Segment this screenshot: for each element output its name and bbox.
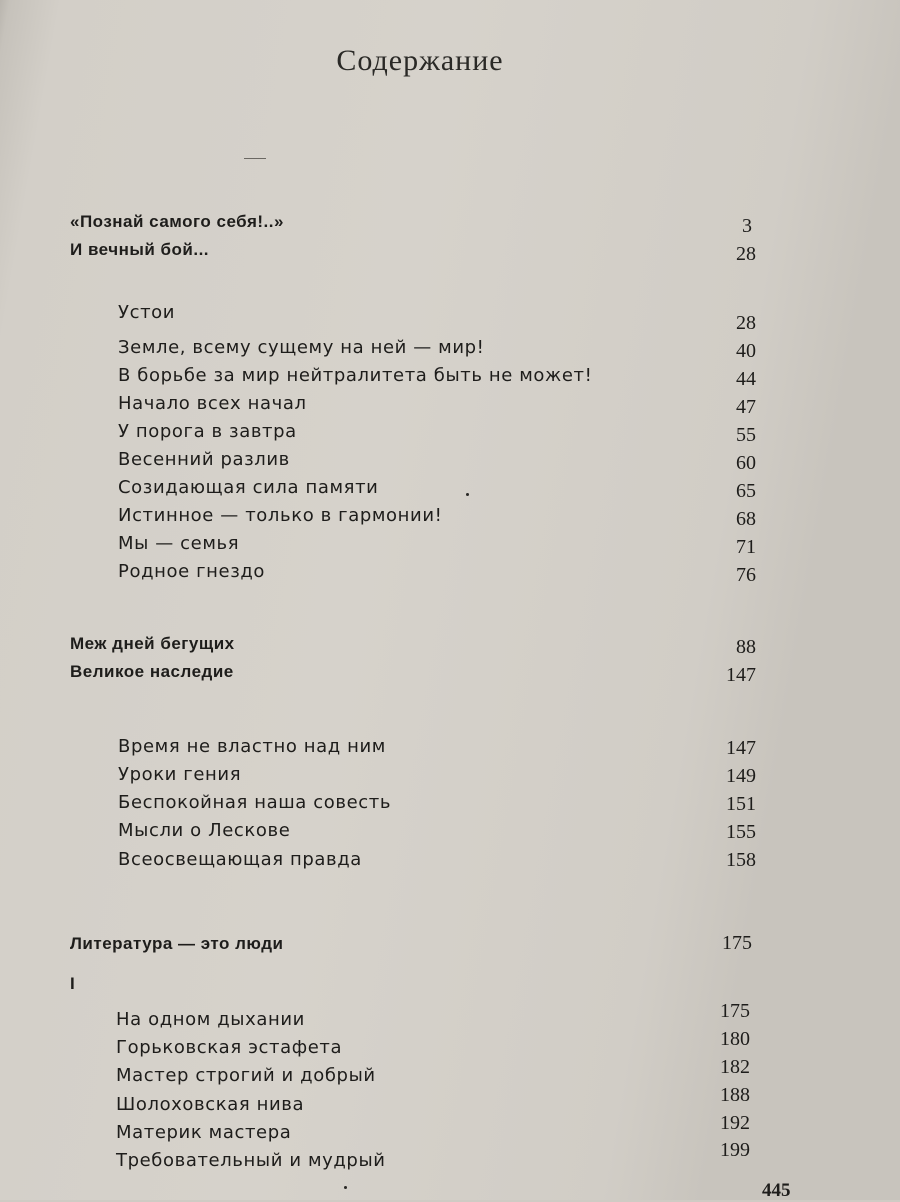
toc-page-25: 192 <box>720 1112 750 1134</box>
toc-entry-21: На одном дыхании <box>116 1009 305 1030</box>
toc-entry-26: Требовательный и мудрый <box>116 1150 386 1171</box>
toc-entry-25: Материк мастера <box>116 1122 292 1143</box>
toc-entry-12: Меж дней бегущих <box>70 634 235 653</box>
toc-page-15: 149 <box>726 765 756 787</box>
page-title: Содержание <box>336 44 504 77</box>
page-number: 445 <box>762 1180 791 1201</box>
toc-entry-24: Шолоховская нива <box>116 1094 305 1115</box>
divider-mark <box>244 158 266 159</box>
toc-entry-11: Родное гнездо <box>118 561 266 582</box>
toc-entry-22: Горьковская эстафета <box>116 1037 343 1058</box>
toc-page-2: 28 <box>736 312 756 334</box>
toc-page-23: 182 <box>720 1056 750 1078</box>
toc-entry-19: Литература — это люди <box>70 934 284 953</box>
toc-page-26: 199 <box>720 1139 750 1161</box>
toc-entry-3: Земле, всему сущему на ней — мир! <box>118 337 485 358</box>
toc-page-24: 188 <box>720 1084 750 1106</box>
toc-entry-4: В борьбе за мир нейтралитета быть не может! <box>118 365 593 386</box>
toc-entry-5: Начало всех начал <box>118 393 307 414</box>
toc-page-0: 3 <box>742 215 752 237</box>
toc-page-9: 68 <box>736 508 756 530</box>
toc-section-numeral: I <box>70 974 76 993</box>
toc-entry-23: Мастер строгий и добрый <box>116 1065 376 1086</box>
toc-page-12: 88 <box>736 636 756 658</box>
toc-entry-14: Время не властно над ним <box>118 736 386 757</box>
toc-page-10: 71 <box>736 536 756 558</box>
toc-entry-1: И вечный бой... <box>70 240 210 259</box>
toc-page-18: 158 <box>726 849 756 871</box>
toc-entry-17: Мысли о Лескове <box>118 820 291 841</box>
toc-entry-7: Весенний разлив <box>118 449 290 470</box>
ink-speck <box>344 1186 347 1189</box>
toc-entry-9: Истинное — только в гармонии! <box>118 505 443 526</box>
toc-page-19: 175 <box>722 932 752 954</box>
toc-entry-6: У порога в завтра <box>118 421 297 442</box>
toc-page-4: 44 <box>736 368 756 390</box>
toc-page-16: 151 <box>726 793 756 815</box>
toc-page-11: 76 <box>736 564 756 586</box>
toc-page-3: 40 <box>736 340 756 362</box>
toc-page-8: 65 <box>736 480 756 502</box>
toc-page-14: 147 <box>726 737 756 759</box>
toc-entry-16: Беспокойная наша совесть <box>118 792 392 813</box>
toc-page-21: 175 <box>720 1000 750 1022</box>
toc-page-22: 180 <box>720 1028 750 1050</box>
toc-page-1: 28 <box>736 243 756 265</box>
toc-page-6: 55 <box>736 424 756 446</box>
toc-entry-10: Мы — семья <box>118 533 240 554</box>
ink-speck <box>466 493 469 496</box>
toc-entry-0: «Познай самого себя!..» <box>70 212 284 231</box>
toc-page-5: 47 <box>736 396 756 418</box>
toc-page-17: 155 <box>726 821 756 843</box>
toc-entry-13: Великое наследие <box>70 662 234 681</box>
toc-page-13: 147 <box>726 664 756 686</box>
toc-entry-15: Уроки гения <box>118 764 242 785</box>
toc-entry-18: Всеосвещающая правда <box>118 849 362 870</box>
toc-entry-2: Устои <box>118 302 176 323</box>
toc-page-7: 60 <box>736 452 756 474</box>
toc-entry-8: Созидающая сила памяти <box>118 477 379 498</box>
